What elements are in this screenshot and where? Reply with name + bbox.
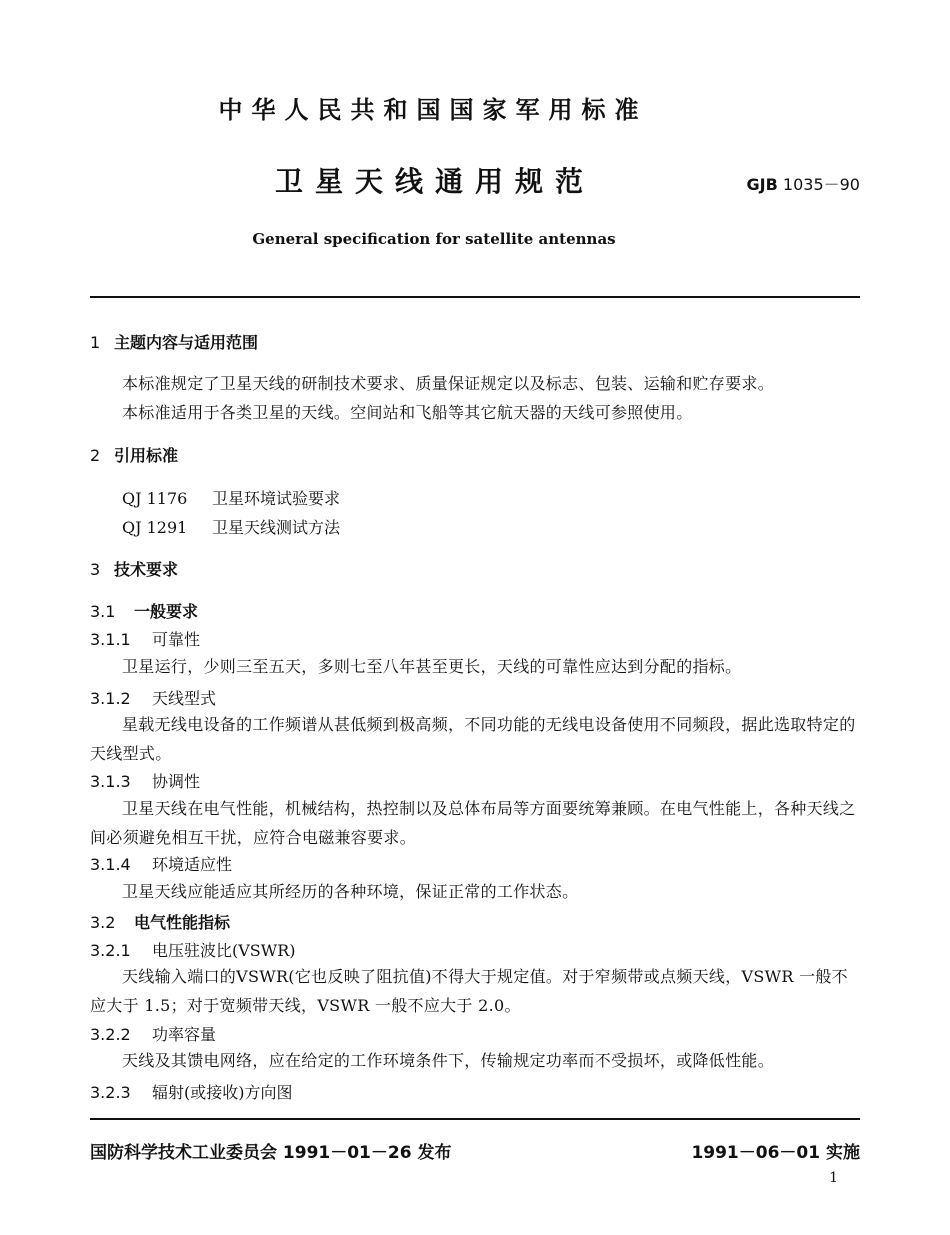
standard-prefix: GJB [746, 175, 778, 194]
section-number: 2 [90, 446, 101, 465]
section-3-1-4-text: 卫星天线应能适应其所经历的各种环境，保证正常的工作状态。 [122, 882, 579, 901]
section-number: 3.1.4 [90, 855, 131, 874]
reference-code: QJ 1291 [122, 518, 188, 537]
section-number: 3.1.3 [90, 772, 131, 791]
section-number: 3.2 [90, 913, 116, 932]
section-number: 3.1 [90, 602, 116, 621]
section-title: 环境适应性 [152, 855, 233, 874]
section-1-para-1: 本标准规定了卫星天线的研制技术要求、质量保证规定以及标志、包装、运输和贮存要求。 [122, 374, 775, 393]
section-number: 3.2.2 [90, 1025, 131, 1044]
section-1-heading [90, 330, 258, 353]
section-3-2-1-text: 天线输入端口的VSWR(它也反映了阻抗值)不得大于规定值。对于窄频带或点频天线，VSWR 一般不应大于 1.5；对于宽频带天线，VSWR 一般不应大于 2.0。 [90, 967, 848, 1015]
section-title: 引用标准 [114, 446, 179, 465]
section-title: 电压驻波比(VSWR) [152, 941, 296, 960]
standard-code [747, 172, 860, 195]
section-3-1-heading [90, 599, 198, 622]
section-title: 可靠性 [152, 630, 201, 649]
section-title: 功率容量 [152, 1025, 217, 1044]
section-title: 技术要求 [114, 560, 179, 579]
section-title: 电气性能指标 [134, 913, 231, 932]
section-number: 3.2.3 [90, 1083, 131, 1102]
section-1-para-2: 本标准适用于各类卫星的天线。空间站和飞船等其它航天器的天线可参照使用。 [122, 403, 693, 422]
section-number: 3 [90, 560, 101, 579]
section-3-2-1-heading [90, 938, 296, 961]
reference-item [122, 486, 340, 509]
header-divider [90, 296, 860, 298]
section-3-2-2-text: 天线及其馈电网络，应在给定的工作环境条件下，传输规定功率而不受损坏，或降低性能。 [122, 1051, 775, 1070]
org-title: 中华人民共和国国家军用标准 [218, 96, 648, 124]
section-3-heading [90, 557, 178, 580]
effective-date: 1991－06－01 实施 [691, 1143, 860, 1163]
footer-divider [90, 1118, 860, 1120]
section-3-2-2-heading [90, 1022, 216, 1045]
section-title: 一般要求 [134, 602, 199, 621]
standard-number: 1035－90 [782, 175, 860, 194]
section-3-2-3-heading [90, 1080, 293, 1103]
section-3-1-3-heading [90, 769, 200, 792]
section-3-2-heading [90, 910, 230, 933]
section-title: 天线型式 [152, 689, 217, 708]
section-title: 主题内容与适用范围 [114, 333, 259, 352]
section-3-1-3-text: 卫星天线在电气性能，机械结构，热控制以及总体布局等方面要统筹兼顾。在电气性能上，各种天线之间必须避免相互干扰，应符合电磁兼容要求。 [90, 799, 856, 847]
doc-title: 卫星天线通用规范 [274, 165, 595, 198]
reference-code: QJ 1176 [122, 489, 188, 508]
page-number: 1 [829, 1170, 838, 1186]
section-2-heading [90, 443, 178, 466]
section-number: 3.2.1 [90, 941, 131, 960]
issuer-line: 国防科学技术工业委员会 1991－01－26 发布 [90, 1143, 452, 1163]
section-3-1-4-heading [90, 852, 232, 875]
section-3-1-2-text: 星载无线电设备的工作频谱从甚低频到极高频，不同功能的无线电设备使用不同频段，据此选取特定的天线型式。 [90, 715, 856, 763]
section-title: 辐射(或接收)方向图 [152, 1083, 293, 1102]
section-number: 1 [90, 333, 101, 352]
english-title: General specification for satellite antennas [252, 230, 616, 248]
section-3-1-2-heading [90, 686, 216, 709]
section-number: 3.1.1 [90, 630, 131, 649]
reference-item [122, 515, 340, 538]
section-3-1-1-text: 卫星运行，少则三至五天，多则七至八年甚至更长，天线的可靠性应达到分配的指标。 [122, 657, 742, 676]
reference-title: 卫星环境试验要求 [212, 489, 341, 508]
section-title: 协调性 [152, 772, 201, 791]
section-number: 3.1.2 [90, 689, 131, 708]
reference-title: 卫星天线测试方法 [212, 518, 341, 537]
section-3-1-1-heading [90, 627, 200, 650]
